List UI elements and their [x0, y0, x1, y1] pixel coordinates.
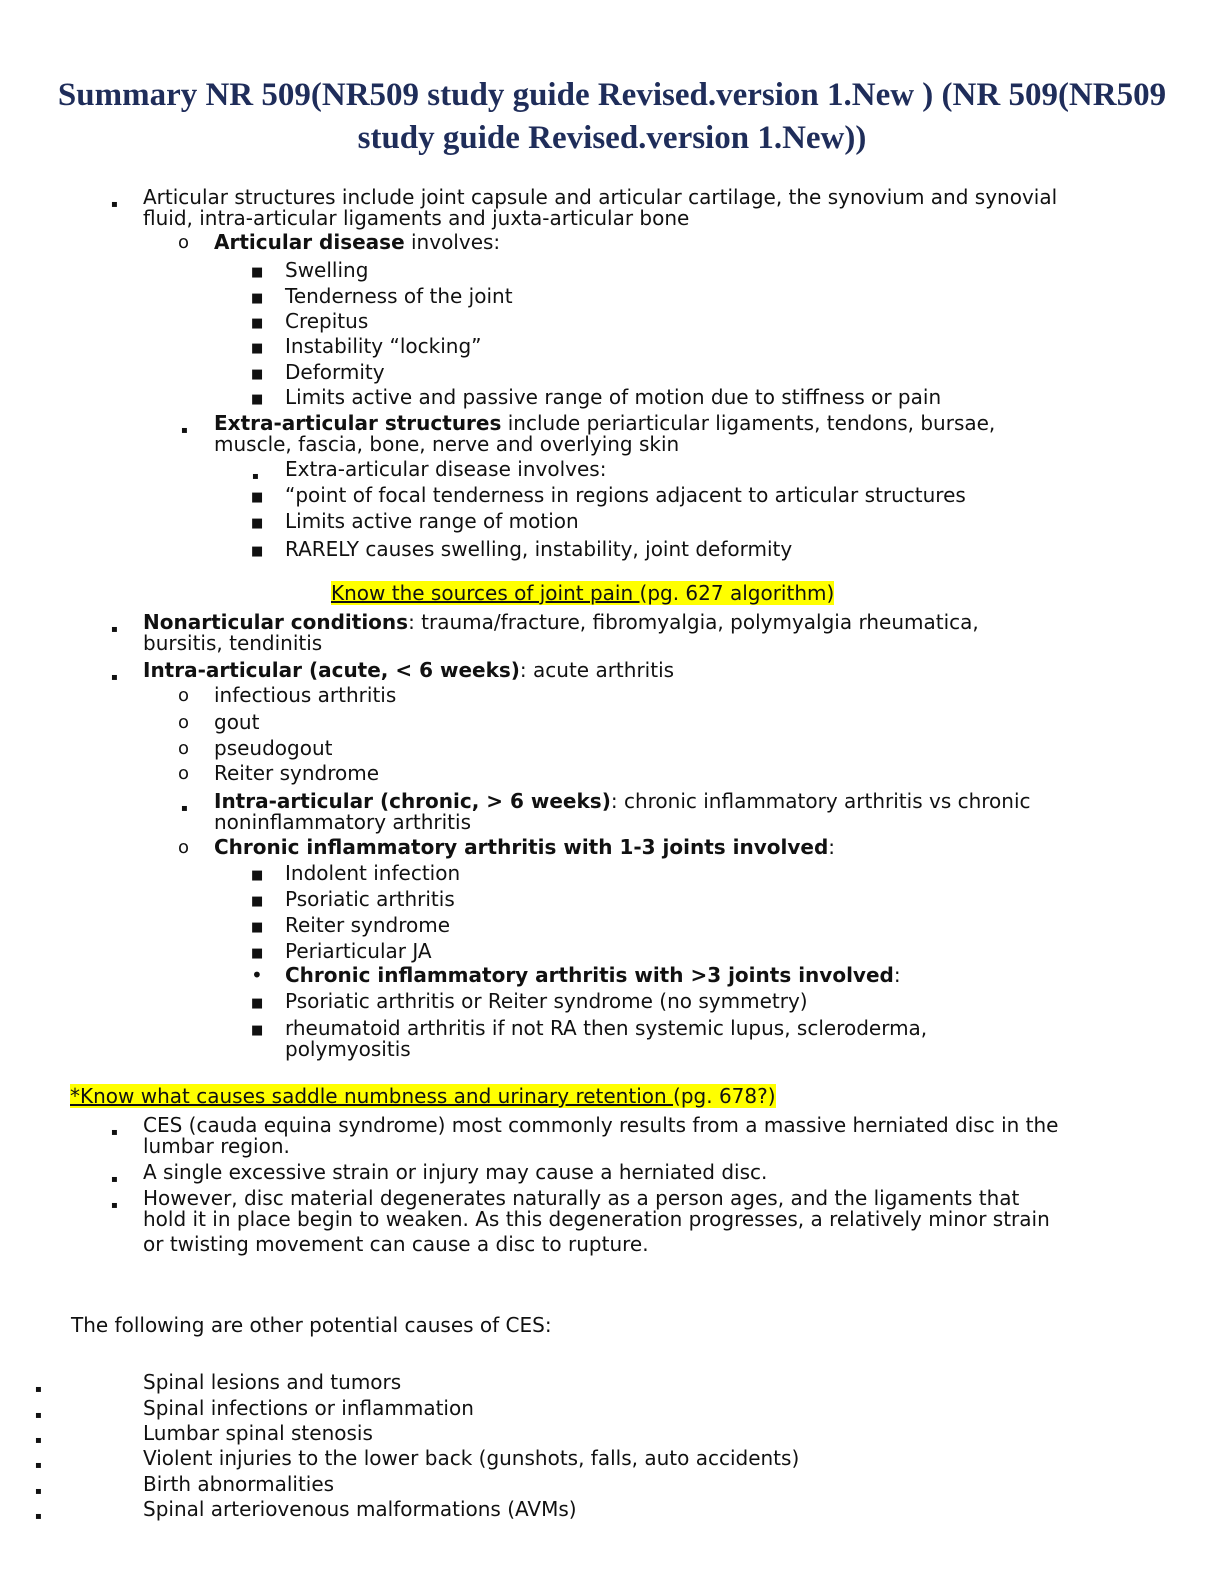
list-item: Limits active range of motion: [285, 509, 579, 533]
bullet-marker: ▪: [111, 199, 118, 210]
bullet-marker: ▪: [252, 471, 259, 482]
bullet-marker: ■: [251, 490, 264, 505]
bullet-marker: ■: [251, 316, 264, 331]
bullet-marker: ■: [251, 920, 264, 935]
list-item: pseudogout: [214, 736, 333, 760]
list-item: Lumbar spinal stenosis: [143, 1421, 373, 1445]
joint-pain-heading-ref: (pg. 627 algorithm): [639, 581, 835, 605]
articular-disease-line: [214, 231, 500, 253]
bullet-marker: ■: [251, 946, 264, 961]
bullet-marker: ▪: [181, 425, 188, 436]
bullet-marker: o: [178, 712, 190, 733]
list-item: Spinal lesions and tumors: [143, 1370, 402, 1394]
ces-line-3-cont: hold it in place begin to weaken. As this degeneration progresses, a relatively minor strain: [143, 1207, 1050, 1231]
bullet-marker: ▪: [111, 1127, 118, 1138]
bullet-marker: ■: [251, 341, 264, 356]
bullet-marker: ■: [251, 996, 264, 1011]
saddle-numbness-heading: [70, 1084, 776, 1108]
list-item: Swelling: [285, 258, 369, 282]
bullet-marker: ▪: [181, 803, 188, 814]
bullet-marker: ▪: [111, 1200, 118, 1211]
bullet-marker: o: [178, 763, 190, 784]
intra-chronic-label: Intra-articular (chronic, > 6 weeks): [214, 789, 611, 813]
other-causes-intro: The following are other potential causes of CES:: [71, 1313, 552, 1337]
list-item: rheumatoid arthritis if not RA then systemic lupus, scleroderma,: [285, 1016, 928, 1040]
bullet-marker: ■: [251, 868, 264, 883]
extra-articular-cont: muscle, fascia, bone, nerve and overlying skin: [214, 432, 680, 456]
nonarticular-rest: : trauma/fracture, fibromyalgia, polymyalgia rheumatica,: [408, 610, 979, 634]
ces-line-1: CES (cauda equina syndrome) most commonly results from a massive herniated disc in the: [143, 1113, 1059, 1137]
saddle-numbness-heading-ref: (pg. 678?): [673, 1084, 776, 1108]
list-item: Limits active and passive range of motion due to stiffness or pain: [285, 385, 942, 409]
list-item: Psoriatic arthritis: [285, 887, 455, 911]
bullet-marker: ■: [251, 291, 264, 306]
bullet-marker: ▪: [111, 1174, 118, 1185]
articular-disease-rest: involves:: [404, 230, 501, 254]
bullet-marker: o: [178, 232, 190, 253]
list-item: Crepitus: [285, 309, 369, 333]
extra-articular-line: [214, 412, 995, 434]
nonarticular-line: [143, 611, 979, 633]
bullet-marker: ■: [251, 1023, 264, 1038]
saddle-numbness-heading-underlined: *Know what causes saddle numbness and urinary retention: [70, 1084, 674, 1108]
intra-acute-rest: : acute arthritis: [519, 658, 675, 682]
joint-pain-heading-underlined: Know the sources of joint pain: [331, 581, 640, 605]
list-item: Tenderness of the joint: [285, 284, 513, 308]
list-item: Spinal arteriovenous malformations (AVMs): [143, 1497, 577, 1521]
bullet-marker: ▪: [35, 1384, 42, 1395]
list-item: Reiter syndrome: [214, 761, 380, 785]
chronic-1-3-label: Chronic inflammatory arthritis with 1-3 joints involved: [214, 835, 829, 859]
chronic-1-3-rest: :: [828, 835, 836, 859]
bullet-marker: ■: [251, 894, 264, 909]
nonarticular-label: Nonarticular conditions: [143, 610, 409, 634]
bullet-marker: ■: [251, 516, 264, 531]
ces-line-3: However, disc material degenerates naturally as a person ages, and the ligaments that: [143, 1186, 1020, 1210]
list-item: Periarticular JA: [285, 939, 432, 963]
chronic-3-label: Chronic inflammatory arthritis with >3 joints involved: [285, 963, 894, 987]
bullet-marker: ▪: [111, 672, 118, 683]
list-item: Deformity: [285, 360, 385, 384]
list-item: Spinal infections or inflammation: [143, 1396, 474, 1420]
bullet-marker: o: [178, 837, 190, 858]
ces-line-1-cont: lumbar region.: [143, 1134, 290, 1158]
list-item: Violent injuries to the lower back (gunshots, falls, auto accidents): [143, 1446, 800, 1470]
list-item: Indolent infection: [285, 861, 461, 885]
intra-acute-line: [143, 659, 674, 681]
chronic-3-line: [285, 964, 901, 986]
list-item: infectious arthritis: [214, 683, 397, 707]
intra-chronic-rest: : chronic inflammatory arthritis vs chronic: [610, 789, 1031, 813]
bullet-marker: ■: [251, 392, 264, 407]
intra-acute-label: Intra-articular (acute, < 6 weeks): [143, 658, 520, 682]
extra-articular-label: Extra-articular structures: [214, 411, 502, 435]
bullet-marker: ▪: [35, 1511, 42, 1522]
bullet-marker: o: [178, 685, 190, 706]
nonarticular-cont: bursitis, tendinitis: [143, 631, 323, 655]
list-item: Birth abnormalities: [143, 1472, 335, 1496]
bullet-marker: ▪: [35, 1410, 42, 1421]
articular-intro-cont: fluid, intra-articular ligaments and juxta-articular bone: [143, 206, 690, 230]
bullet-marker: •: [251, 963, 263, 987]
joint-pain-heading: [331, 581, 834, 605]
list-item: Reiter syndrome: [285, 913, 451, 937]
intra-chronic-line: [214, 790, 1031, 812]
ces-line-3-cont: or twisting movement can cause a disc to rupture.: [143, 1232, 649, 1256]
bullet-marker: ▪: [35, 1460, 42, 1471]
bullet-marker: o: [178, 738, 190, 759]
list-item-cont: polymyositis: [285, 1037, 411, 1061]
intra-chronic-cont: noninflammatory arthritis: [214, 810, 471, 834]
list-item: RARELY causes swelling, instability, joint deformity: [285, 537, 793, 561]
bullet-marker: ■: [251, 544, 264, 559]
chronic-3-rest: :: [893, 963, 901, 987]
articular-disease-label: Articular disease: [214, 230, 405, 254]
document-title: Summary NR 509(NR509 study guide Revised.version 1.New ) (NR 509(NR509 study guide Revised.version 1.New)): [57, 77, 1167, 156]
bullet-marker: ■: [251, 367, 264, 382]
chronic-1-3-line: [214, 836, 835, 858]
bullet-marker: ■: [251, 265, 264, 280]
list-item: “point of focal tenderness in regions adjacent to articular structures: [285, 483, 966, 507]
articular-intro: Articular structures include joint capsule and articular cartilage, the synovium and synovial: [143, 185, 1058, 209]
extra-articular-rest: include periarticular ligaments, tendons, bursae,: [501, 411, 996, 435]
ces-line-2: A single excessive strain or injury may cause a herniated disc.: [143, 1160, 768, 1184]
list-item: Instability “locking”: [285, 334, 482, 358]
bullet-marker: ▪: [35, 1435, 42, 1446]
bullet-marker: ▪: [111, 624, 118, 635]
bullet-marker: ▪: [35, 1486, 42, 1497]
list-item: Psoriatic arthritis or Reiter syndrome (no symmetry): [285, 989, 808, 1013]
extra-disease-line: Extra-articular disease involves:: [285, 457, 607, 481]
list-item: gout: [214, 710, 260, 734]
